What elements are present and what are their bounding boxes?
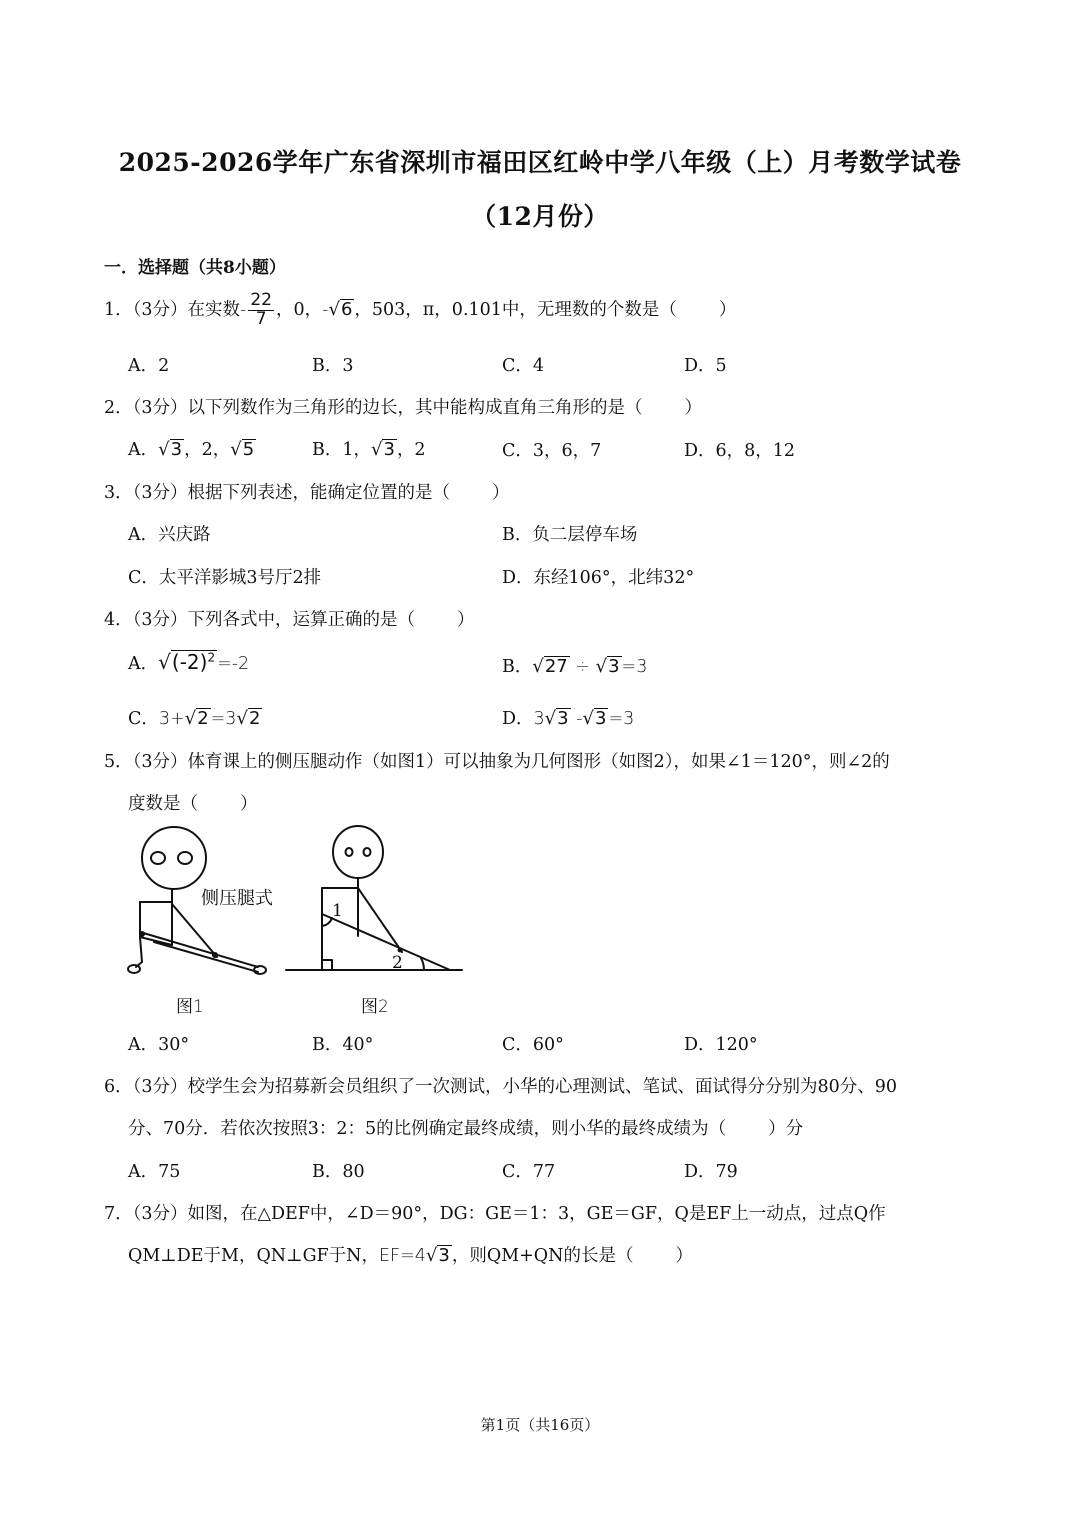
q3-option-a: A．兴庆路: [128, 525, 211, 545]
q1-fraction: $\frac{22}{7}$: [250, 290, 272, 329]
q5-option-b: B．40°: [312, 1035, 374, 1055]
q7-stem-line1: 7．（3分）如图，在△DEF中，∠D＝90°，DG：GE＝1：3，GE＝GF，Q是EF上一动点，过点Q作: [104, 1204, 886, 1224]
fig2-arm: [358, 888, 402, 952]
q3-option-b: B．负二层停车场: [502, 525, 638, 545]
q6-option-a: A．75: [128, 1162, 181, 1182]
q1-option-d: D．5: [684, 356, 727, 376]
q1-stem: 1．（3分）在实数- $\frac{22}{7}$ ，0，-√6 ，503，π，0.101中，无理数的个数是（ ）: [104, 290, 737, 329]
q1-option-b: B．3: [312, 356, 354, 376]
q6-option-c: C．77: [502, 1162, 556, 1182]
fig2-eye-left: [346, 848, 353, 856]
q5-angle1-label: 1: [332, 901, 343, 921]
fig2-eye-right: [364, 848, 371, 856]
fig1-left-leg: [136, 937, 142, 967]
fig2-angle1-arc: [322, 918, 332, 926]
q7-stem-line2: QM⊥DE于M，QN⊥GF于N，EF=4√3 ，则QM+QN的长是（ ）: [128, 1245, 693, 1266]
q5-option-a: A．30°: [128, 1035, 190, 1055]
page-footer: 第1页（共16页）: [480, 1416, 600, 1434]
q5-option-d: D．120°: [684, 1035, 758, 1055]
q4-stem: 4．（3分）下列各式中，运算正确的是（ ）: [104, 610, 475, 630]
fig1-left-foot: [128, 965, 140, 973]
fig2-hand-dot: [398, 948, 403, 953]
q5-figure2: [282, 822, 472, 982]
fig1-right-foot: [254, 966, 266, 974]
q6-option-d: D．79: [684, 1162, 738, 1182]
q5-stem-line2: 度数是（ ）: [128, 794, 258, 814]
q4-option-b: B．√27 ÷ √3 =3: [502, 656, 648, 677]
q6-stem-line2: 分、70分．若依次按照3：2：5的比例确定最终成绩，则小华的最终成绩为（ ）分: [128, 1119, 804, 1139]
fig1-knee-dot: [139, 931, 145, 937]
q1-option-a: A．2: [128, 356, 170, 376]
q6-option-b: B．80: [312, 1162, 365, 1182]
fig2-angle2-arc: [421, 958, 424, 970]
q6-stem-line1: 6．（3分）校学生会为招募新会员组织了一次测试，小华的心理测试、笔试、面试得分分别为80分、90: [104, 1077, 898, 1097]
fig2-head: [333, 826, 383, 878]
q5-fig1-caption: 侧压腿式: [201, 888, 273, 909]
page-subtitle: （12月份）: [471, 202, 609, 231]
page-title: 2025-2026学年广东省深圳市福田区红岭中学八年级（上）月考数学试卷: [118, 148, 962, 177]
q5-fig1-label: 图1: [176, 997, 204, 1017]
q1-sqrt: √6: [328, 298, 353, 320]
q5-figure1: [120, 822, 290, 1022]
q3-option-c: C．太平洋影城3号厅2排: [128, 568, 322, 588]
q5-stem-line1: 5．（3分）体育课上的侧压腿动作（如图1）可以抽象为几何图形（如图2），如果∠1＝120°，则∠2的: [104, 752, 890, 772]
q4-option-a: A．$√(-2)^2 =-2$: [128, 650, 250, 674]
fig1-eye-right: [178, 852, 192, 864]
q2-option-b: B．1，√3 ，2: [312, 439, 426, 460]
fig1-hand-dot: [212, 952, 218, 958]
section-heading: 一．选择题（共8小题）: [104, 258, 286, 278]
q3-option-d: D．东经106°，北纬32°: [502, 568, 695, 588]
q2-stem: 2．（3分）以下列数作为三角形的边长，其中能构成直角三角形的是（ ）: [104, 398, 703, 418]
q3-stem: 3．（3分）根据下列表述，能确定位置的是（ ）: [104, 483, 510, 503]
fig1-eye-left: [151, 852, 165, 864]
q5-fig2-label: 图2: [361, 997, 389, 1017]
fig2-right-angle-mark: [322, 960, 332, 970]
fig1-right-leg-bottom: [154, 942, 258, 972]
q2-option-a: A．√3 ，2，√5: [128, 439, 255, 460]
fig2-slant-leg: [322, 914, 450, 970]
q4-option-c: C．3+√2 =3√2: [128, 708, 261, 729]
q2-option-d: D．6，8，12: [684, 441, 796, 461]
q5-angle2-label: 2: [392, 953, 403, 973]
q4-option-d: D．3√3 -√3 =3: [502, 708, 635, 729]
q5-option-c: C．60°: [502, 1035, 564, 1055]
q2-option-c: C．3，6，7: [502, 441, 602, 461]
q1-option-c: C．4: [502, 356, 545, 376]
